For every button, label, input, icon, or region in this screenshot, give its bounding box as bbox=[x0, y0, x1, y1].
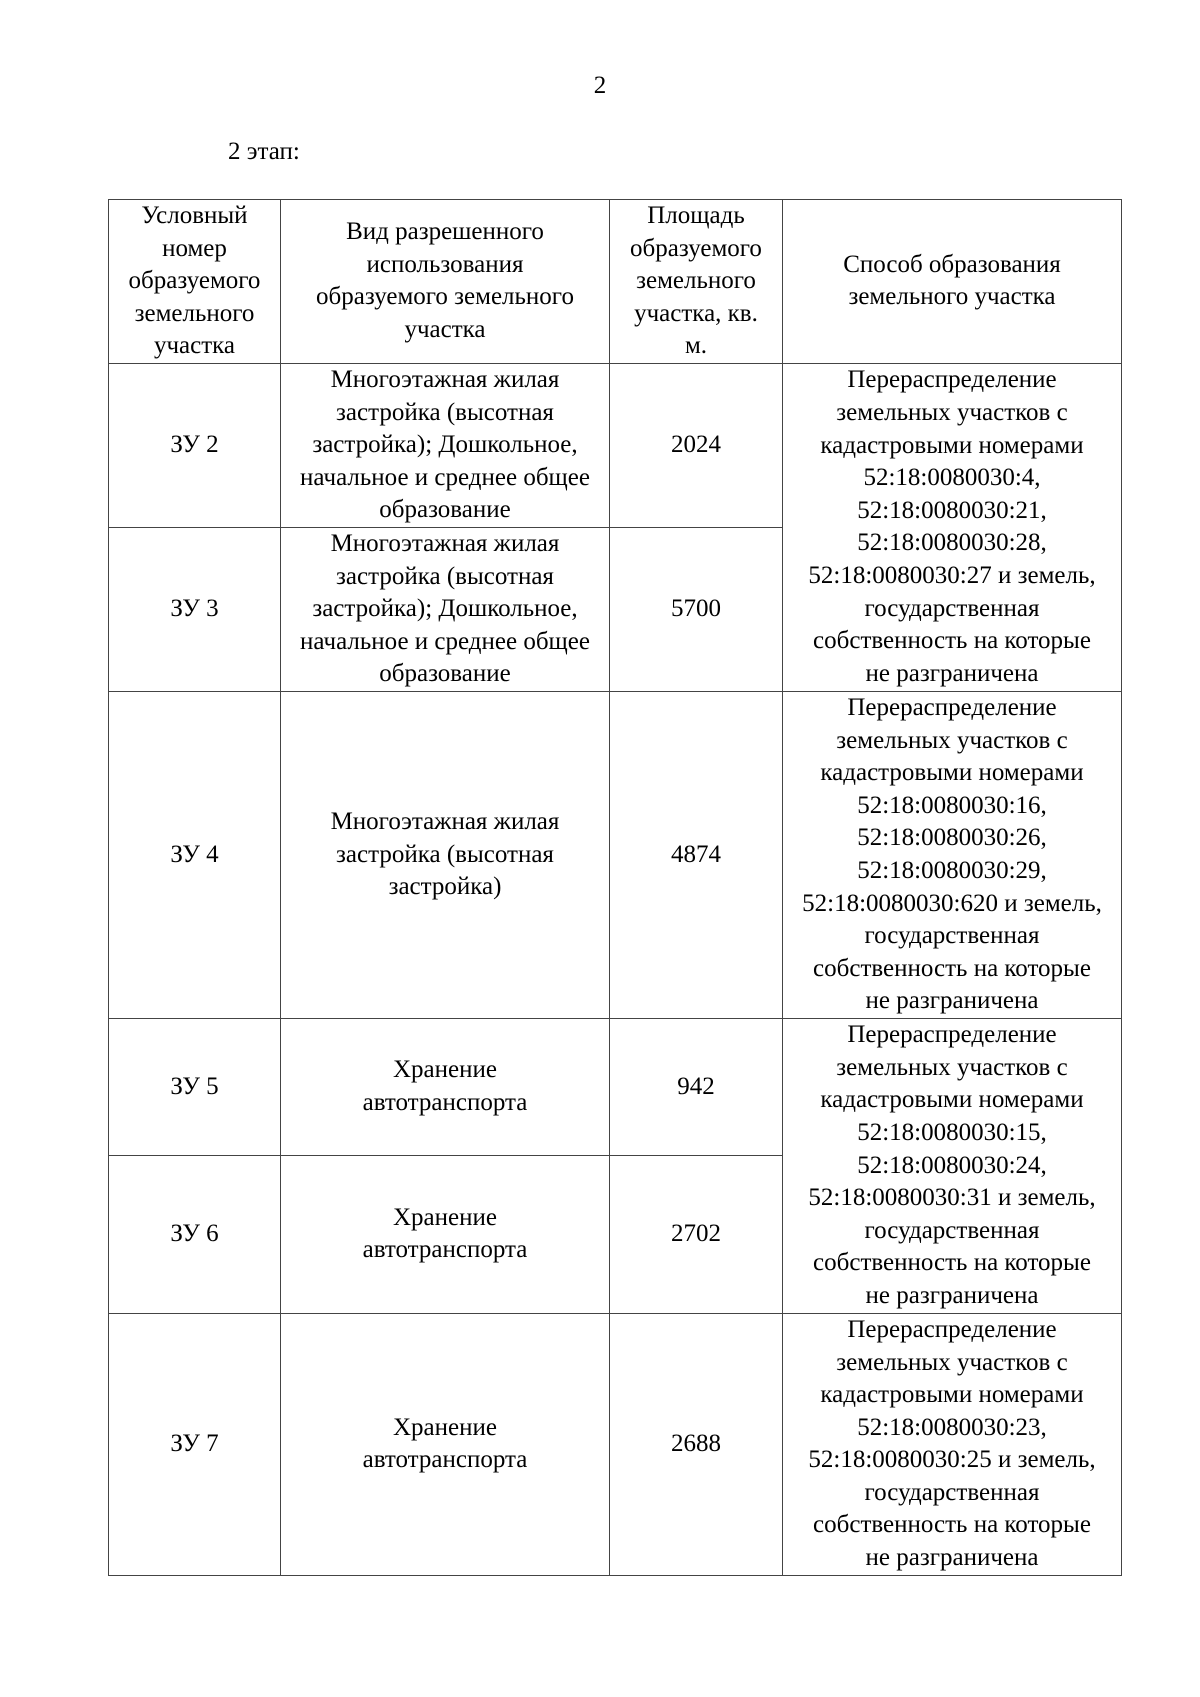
plot-number-cell: ЗУ 3 bbox=[109, 527, 281, 691]
page-number: 2 bbox=[593, 72, 607, 99]
table-row bbox=[109, 363, 1122, 527]
permitted-use-cell: Хранение автотранспорта bbox=[281, 1018, 610, 1155]
plot-number-cell: ЗУ 7 bbox=[109, 1313, 281, 1575]
formation-method-cell: Перераспределение земельных участков с кадастровыми номерами 52:18:0080030:23, 52:18:0080030:25 и земель, государственная собственность на которые не разграничена bbox=[783, 1313, 1122, 1575]
formation-method-cell: Перераспределение земельных участков с кадастровыми номерами 52:18:0080030:16, 52:18:0080030:26, 52:18:0080030:29, 52:18:0080030:620 и земель, государственная собственность на которые не разграничена bbox=[783, 691, 1122, 1018]
area-cell: 4874 bbox=[610, 691, 783, 1018]
area-cell: 942 bbox=[610, 1018, 783, 1155]
area-cell: 2702 bbox=[610, 1155, 783, 1313]
table-row bbox=[109, 1018, 1122, 1155]
plot-number-cell: ЗУ 4 bbox=[109, 691, 281, 1018]
formation-method-cell: Перераспределение земельных участков с кадастровыми номерами 52:18:0080030:4, 52:18:0080030:21, 52:18:0080030:28, 52:18:0080030:27 и земель, государственная собственность на которые не разграничена bbox=[783, 363, 1122, 691]
table-header-row bbox=[109, 200, 1122, 364]
plot-number-cell: ЗУ 5 bbox=[109, 1018, 281, 1155]
land-plots-table bbox=[108, 199, 1122, 1576]
formation-method-cell: Перераспределение земельных участков с кадастровыми номерами 52:18:0080030:15, 52:18:0080030:24, 52:18:0080030:31 и земель, государственная собственность на которые не разграничена bbox=[783, 1018, 1122, 1313]
permitted-use-cell: Многоэтажная жилая застройка (высотная застройка) bbox=[281, 691, 610, 1018]
permitted-use-cell: Хранение автотранспорта bbox=[281, 1155, 610, 1313]
area-cell: 2024 bbox=[610, 363, 783, 527]
stage-label: 2 этап: bbox=[228, 138, 300, 165]
permitted-use-cell: Хранение автотранспорта bbox=[281, 1313, 610, 1575]
permitted-use-cell: Многоэтажная жилая застройка (высотная застройка); Дошкольное, начальное и среднее общее образование bbox=[281, 363, 610, 527]
area-cell: 2688 bbox=[610, 1313, 783, 1575]
plot-number-cell: ЗУ 6 bbox=[109, 1155, 281, 1313]
table-row bbox=[109, 691, 1122, 1018]
area-cell: 5700 bbox=[610, 527, 783, 691]
permitted-use-cell: Многоэтажная жилая застройка (высотная застройка); Дошкольное, начальное и среднее общее образование bbox=[281, 527, 610, 691]
table-row bbox=[109, 1313, 1122, 1575]
plot-number-cell: ЗУ 2 bbox=[109, 363, 281, 527]
header-plot-number: Условный номер образуемого земельного участка bbox=[109, 200, 281, 364]
header-area: Площадь образуемого земельного участка, кв. м. bbox=[610, 200, 783, 364]
header-formation-method: Способ образования земельного участка bbox=[783, 200, 1122, 364]
header-permitted-use: Вид разрешенного использования образуемого земельного участка bbox=[281, 200, 610, 364]
